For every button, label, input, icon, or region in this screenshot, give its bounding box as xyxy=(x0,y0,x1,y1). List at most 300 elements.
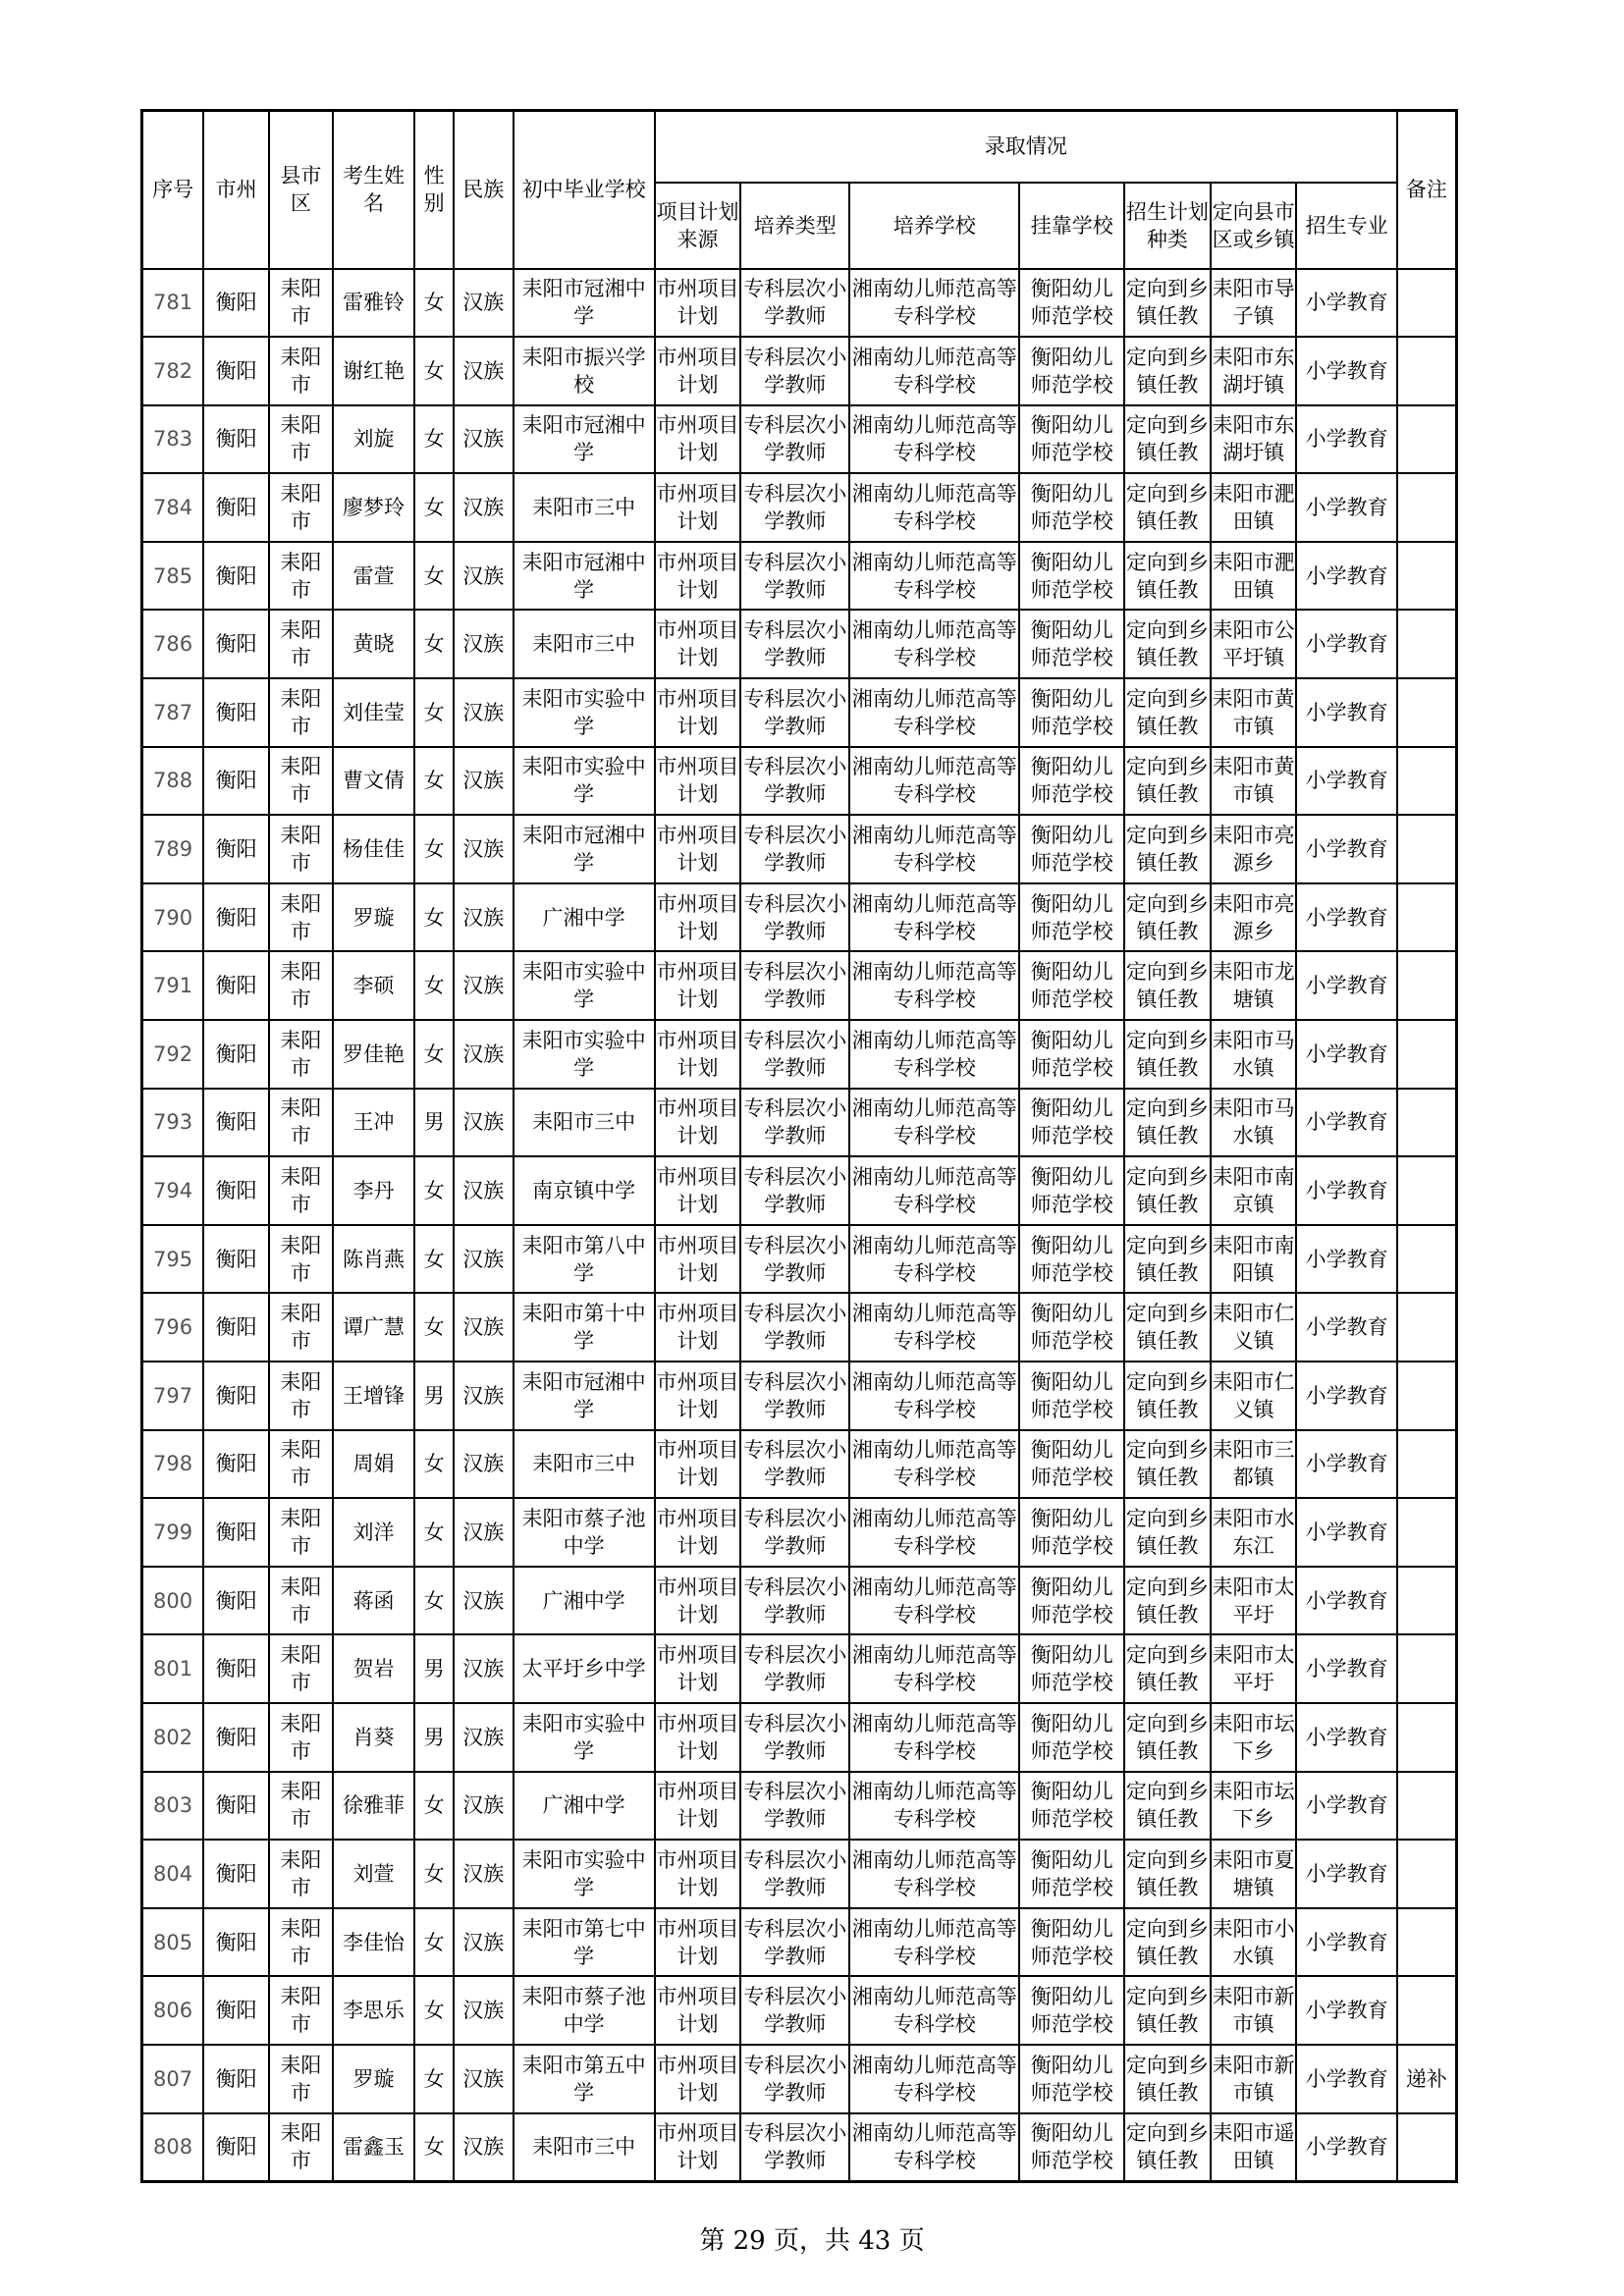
cell-text: 廖梦玲 xyxy=(343,496,406,520)
cell-train-type xyxy=(740,1430,849,1499)
table-row xyxy=(142,1908,1457,1977)
cell-remark xyxy=(1397,1089,1457,1157)
cell-text: 785 xyxy=(153,563,193,588)
table-row xyxy=(142,2113,1457,2182)
cell-gender xyxy=(414,1293,454,1362)
cell-text: 781 xyxy=(153,291,193,315)
cell-train-school xyxy=(849,1293,1019,1362)
cell-text: 汉族 xyxy=(462,632,505,657)
cell-text: 湘南幼儿师范高等专科学校 xyxy=(851,960,1017,1012)
cell-school xyxy=(514,1908,655,1977)
table-row xyxy=(142,405,1457,474)
cell-remark xyxy=(1397,1908,1457,1977)
cell-target-area xyxy=(1211,1293,1297,1362)
cell-plan-kind xyxy=(1124,405,1211,474)
cell-gender xyxy=(414,1225,454,1294)
table-row xyxy=(142,1567,1457,1635)
cell-text: 汉族 xyxy=(462,1041,505,1066)
cell-text: 女 xyxy=(423,563,445,588)
cell-school xyxy=(514,542,655,611)
cell-text: 专科层次小学教师 xyxy=(743,1711,847,1763)
cell-text: 衡阳 xyxy=(215,563,257,588)
cell-attached-school xyxy=(1019,1020,1124,1089)
cell-text: 市州项目计划 xyxy=(656,824,739,876)
cell-text: 耒阳市太平圩 xyxy=(1212,1643,1295,1695)
cell-city xyxy=(203,2045,269,2113)
cell-train-type xyxy=(740,1020,849,1089)
table-row xyxy=(142,1430,1457,1499)
cell-text: 女 xyxy=(423,974,445,998)
cell-text: 小学教育 xyxy=(1305,700,1388,724)
cell-seq xyxy=(142,951,204,1020)
cell-text: 专科层次小学教师 xyxy=(743,277,847,329)
cell-name xyxy=(333,610,415,678)
cell-train-type xyxy=(740,2045,849,2113)
cell-text: 衡阳 xyxy=(215,1247,257,1271)
cell-text: 786 xyxy=(153,632,193,657)
cell-plan-source xyxy=(655,1089,741,1157)
cell-major xyxy=(1296,1703,1396,1772)
cell-text: 801 xyxy=(153,1657,193,1682)
cell-city xyxy=(203,1089,269,1157)
cell-text: 王增锋 xyxy=(343,1383,406,1408)
cell-text: 汉族 xyxy=(462,1588,505,1613)
cell-text: 女 xyxy=(423,1861,445,1886)
cell-plan-source xyxy=(655,747,741,816)
cell-plan-kind xyxy=(1124,337,1211,405)
cell-seq xyxy=(142,1156,204,1225)
cell-city xyxy=(203,1225,269,1294)
cell-text: 衡阳 xyxy=(215,2135,257,2160)
cell-name xyxy=(333,678,415,747)
cell-text: 女 xyxy=(423,700,445,724)
cell-train-type xyxy=(740,405,849,474)
cell-text: 定向到乡镇任教 xyxy=(1125,1028,1209,1080)
cell-seq xyxy=(142,405,204,474)
cell-text: 湘南幼儿师范高等专科学校 xyxy=(851,1780,1017,1832)
cell-text: 定向到乡镇任教 xyxy=(1125,413,1209,465)
cell-text: 定向到乡镇任教 xyxy=(1125,550,1209,602)
cell-ethnicity xyxy=(454,1634,514,1703)
cell-plan-source xyxy=(655,951,741,1020)
cell-text: 汉族 xyxy=(462,1315,505,1340)
cell-train-school xyxy=(849,1225,1019,1294)
cell-remark xyxy=(1397,1430,1457,1499)
cell-city xyxy=(203,883,269,952)
cell-text: 衡阳 xyxy=(215,291,257,315)
cell-text: 市州项目计划 xyxy=(656,1985,739,2037)
cell-county xyxy=(269,1293,333,1362)
cell-text: 市州项目计划 xyxy=(656,1780,739,1832)
cell-text: 802 xyxy=(153,1725,193,1749)
cell-text: 784 xyxy=(153,496,193,520)
cell-text: 796 xyxy=(153,1315,193,1340)
cell-ethnicity xyxy=(454,1976,514,2045)
cell-county xyxy=(269,883,333,952)
cell-text: 女 xyxy=(423,427,445,452)
cell-text: 衡阳幼儿师范学校 xyxy=(1030,2053,1113,2105)
cell-text: 太平圩乡中学 xyxy=(521,1657,646,1682)
cell-attached-school xyxy=(1019,1225,1124,1294)
cell-seq xyxy=(142,1567,204,1635)
cell-county xyxy=(269,2045,333,2113)
cell-text: 小学教育 xyxy=(1305,2135,1388,2160)
cell-major xyxy=(1296,2045,1396,2113)
cell-text: 788 xyxy=(153,769,193,793)
cell-train-school xyxy=(849,1772,1019,1841)
cell-plan-kind xyxy=(1124,883,1211,952)
cell-text: 市州项目计划 xyxy=(656,2121,739,2173)
cell-attached-school xyxy=(1019,337,1124,405)
cell-text: 小学教育 xyxy=(1305,1041,1388,1066)
table-header xyxy=(142,111,1457,269)
cell-text: 李硕 xyxy=(352,974,395,998)
cell-school xyxy=(514,1840,655,1908)
cell-target-area xyxy=(1211,951,1297,1020)
cell-attached-school xyxy=(1019,1362,1124,1430)
cell-text: 定向到乡镇任教 xyxy=(1125,960,1209,1012)
cell-text: 市州项目计划 xyxy=(656,1506,739,1558)
cell-attached-school xyxy=(1019,815,1124,883)
cell-major xyxy=(1296,473,1396,542)
cell-gender xyxy=(414,951,454,1020)
cell-name xyxy=(333,1225,415,1294)
cell-ethnicity xyxy=(454,405,514,474)
cell-text: 定向到乡镇任教 xyxy=(1125,1302,1209,1354)
cell-text: 小学教育 xyxy=(1305,1588,1388,1613)
cell-school xyxy=(514,1634,655,1703)
cell-target-area xyxy=(1211,610,1297,678)
cell-county xyxy=(269,1908,333,1977)
table-row xyxy=(142,1498,1457,1567)
cell-text: 李佳怡 xyxy=(343,1930,406,1954)
cell-text: 衡阳幼儿师范学校 xyxy=(1030,2121,1113,2173)
cell-remark xyxy=(1397,1225,1457,1294)
cell-train-school xyxy=(849,542,1019,611)
cell-plan-kind xyxy=(1124,747,1211,816)
cell-text: 市州项目计划 xyxy=(656,1847,739,1899)
cell-attached-school xyxy=(1019,1840,1124,1908)
cell-text: 汉族 xyxy=(462,1930,505,1954)
cell-text: 耒阳市 xyxy=(280,1575,322,1627)
cell-target-area xyxy=(1211,1156,1297,1225)
cell-county xyxy=(269,678,333,747)
cell-plan-kind xyxy=(1124,610,1211,678)
cell-seq xyxy=(142,1089,204,1157)
cell-text: 衡阳 xyxy=(215,769,257,793)
cell-remark xyxy=(1397,1293,1457,1362)
header-gender: 性别 xyxy=(414,111,454,269)
cell-attached-school xyxy=(1019,1089,1124,1157)
cell-text: 衡阳 xyxy=(215,427,257,452)
cell-text: 小学教育 xyxy=(1305,905,1388,930)
cell-text: 小学教育 xyxy=(1305,1179,1388,1203)
cell-text: 湘南幼儿师范高等专科学校 xyxy=(851,891,1017,943)
cell-name xyxy=(333,269,415,338)
cell-county xyxy=(269,815,333,883)
cell-text: 湘南幼儿师范高等专科学校 xyxy=(851,1643,1017,1695)
cell-plan-kind xyxy=(1124,2113,1211,2182)
cell-text: 衡阳 xyxy=(215,700,257,724)
cell-text: 791 xyxy=(153,974,193,998)
cell-text: 专科层次小学教师 xyxy=(743,960,847,1012)
cell-text: 女 xyxy=(423,1179,445,1203)
cell-text: 女 xyxy=(423,1315,445,1340)
cell-school xyxy=(514,1498,655,1567)
cell-train-type xyxy=(740,678,849,747)
cell-text: 耒阳市马水镇 xyxy=(1212,1028,1295,1080)
cell-name xyxy=(333,1703,415,1772)
cell-attached-school xyxy=(1019,1634,1124,1703)
cell-major xyxy=(1296,1225,1396,1294)
cell-text: 市州项目计划 xyxy=(656,482,739,534)
cell-major xyxy=(1296,1634,1396,1703)
cell-plan-source xyxy=(655,1634,741,1703)
cell-gender xyxy=(414,1840,454,1908)
cell-ethnicity xyxy=(454,1156,514,1225)
cell-text: 耒阳市 xyxy=(280,1438,322,1490)
cell-county xyxy=(269,1772,333,1841)
cell-train-type xyxy=(740,1634,849,1703)
cell-text: 耒阳市三都镇 xyxy=(1212,1438,1295,1490)
cell-text: 汉族 xyxy=(462,2135,505,2160)
cell-text: 女 xyxy=(423,1588,445,1613)
cell-text: 湘南幼儿师范高等专科学校 xyxy=(851,1302,1017,1354)
cell-attached-school xyxy=(1019,1772,1124,1841)
cell-train-school xyxy=(849,269,1019,338)
cell-city xyxy=(203,610,269,678)
cell-text: 耒阳市 xyxy=(280,686,322,738)
cell-text: 耒阳市蔡子池中学 xyxy=(521,1506,646,1558)
cell-text: 湘南幼儿师范高等专科学校 xyxy=(851,2121,1017,2173)
cell-gender xyxy=(414,678,454,747)
cell-attached-school xyxy=(1019,1567,1124,1635)
cell-text: 衡阳 xyxy=(215,837,257,862)
cell-text: 汉族 xyxy=(462,837,505,862)
cell-school xyxy=(514,815,655,883)
cell-text: 湘南幼儿师范高等专科学校 xyxy=(851,1575,1017,1627)
cell-text: 耒阳市 xyxy=(280,2053,322,2105)
cell-plan-kind xyxy=(1124,1293,1211,1362)
cell-plan-source xyxy=(655,1225,741,1294)
cell-text: 黄晓 xyxy=(352,632,395,657)
cell-school xyxy=(514,610,655,678)
cell-text: 市州项目计划 xyxy=(656,1096,739,1148)
cell-text: 耒阳市 xyxy=(280,1233,322,1285)
table-row xyxy=(142,337,1457,405)
cell-text: 专科层次小学教师 xyxy=(743,1096,847,1148)
cell-text: 市州项目计划 xyxy=(656,1369,739,1421)
cell-seq xyxy=(142,337,204,405)
cell-attached-school xyxy=(1019,542,1124,611)
cell-text: 女 xyxy=(423,1930,445,1954)
cell-text: 专科层次小学教师 xyxy=(743,755,847,807)
table-row xyxy=(142,1362,1457,1430)
table-row xyxy=(142,610,1457,678)
table-row xyxy=(142,1156,1457,1225)
cell-train-school xyxy=(849,337,1019,405)
cell-text: 耒阳市仁义镇 xyxy=(1212,1302,1295,1354)
cell-text: 湘南幼儿师范高等专科学校 xyxy=(851,550,1017,602)
cell-ethnicity xyxy=(454,1225,514,1294)
cell-plan-source xyxy=(655,1020,741,1089)
cell-gender xyxy=(414,1567,454,1635)
cell-text: 广湘中学 xyxy=(542,905,625,930)
cell-plan-source xyxy=(655,1703,741,1772)
cell-text: 790 xyxy=(153,905,193,930)
cell-train-school xyxy=(849,2113,1019,2182)
cell-text: 定向到乡镇任教 xyxy=(1125,1506,1209,1558)
cell-target-area xyxy=(1211,678,1297,747)
cell-ethnicity xyxy=(454,1293,514,1362)
cell-train-school xyxy=(849,1703,1019,1772)
cell-ethnicity xyxy=(454,1908,514,1977)
cell-train-school xyxy=(849,405,1019,474)
cell-text: 定向到乡镇任教 xyxy=(1125,1233,1209,1285)
cell-major xyxy=(1296,678,1396,747)
cell-text: 衡阳幼儿师范学校 xyxy=(1030,1643,1113,1695)
cell-text: 湘南幼儿师范高等专科学校 xyxy=(851,1165,1017,1217)
cell-text: 罗璇 xyxy=(352,905,395,930)
admission-table xyxy=(140,109,1458,2183)
cell-gender xyxy=(414,269,454,338)
cell-train-school xyxy=(849,610,1019,678)
cell-train-type xyxy=(740,1567,849,1635)
cell-text: 专科层次小学教师 xyxy=(743,1028,847,1080)
cell-name xyxy=(333,1020,415,1089)
cell-plan-kind xyxy=(1124,473,1211,542)
cell-ethnicity xyxy=(454,2045,514,2113)
cell-plan-source xyxy=(655,473,741,542)
cell-ethnicity xyxy=(454,269,514,338)
cell-text: 耒阳市坛下乡 xyxy=(1212,1780,1295,1832)
cell-gender xyxy=(414,1772,454,1841)
cell-text: 湘南幼儿师范高等专科学校 xyxy=(851,413,1017,465)
cell-seq xyxy=(142,269,204,338)
cell-text: 女 xyxy=(423,769,445,793)
cell-school xyxy=(514,1020,655,1089)
cell-city xyxy=(203,1498,269,1567)
cell-major xyxy=(1296,883,1396,952)
table-row xyxy=(142,883,1457,952)
cell-major xyxy=(1296,1362,1396,1430)
cell-text: 男 xyxy=(423,1725,445,1749)
cell-text: 湘南幼儿师范高等专科学校 xyxy=(851,1233,1017,1285)
cell-text: 专科层次小学教师 xyxy=(743,482,847,534)
cell-text: 市州项目计划 xyxy=(656,277,739,329)
cell-school xyxy=(514,1089,655,1157)
table-row xyxy=(142,1225,1457,1294)
table-row xyxy=(142,473,1457,542)
table-row xyxy=(142,1703,1457,1772)
cell-text: 小学教育 xyxy=(1305,358,1388,383)
cell-ethnicity xyxy=(454,678,514,747)
cell-text: 小学教育 xyxy=(1305,1793,1388,1818)
cell-text: 小学教育 xyxy=(1305,1999,1388,2023)
header-train-school: 培养学校 xyxy=(849,183,1019,269)
cell-text: 衡阳幼儿师范学校 xyxy=(1030,1438,1113,1490)
table-row xyxy=(142,542,1457,611)
cell-text: 耒阳市 xyxy=(280,755,322,807)
cell-county xyxy=(269,473,333,542)
cell-remark xyxy=(1397,1567,1457,1635)
cell-text: 专科层次小学教师 xyxy=(743,1985,847,2037)
cell-target-area xyxy=(1211,1089,1297,1157)
cell-target-area xyxy=(1211,542,1297,611)
cell-text: 湘南幼儿师范高等专科学校 xyxy=(851,1985,1017,2037)
cell-text: 刘萱 xyxy=(352,1861,395,1886)
cell-text: 汉族 xyxy=(462,1725,505,1749)
cell-ethnicity xyxy=(454,1703,514,1772)
cell-text: 耒阳市 xyxy=(280,1985,322,2037)
cell-text: 衡阳 xyxy=(215,974,257,998)
cell-text: 女 xyxy=(423,496,445,520)
cell-county xyxy=(269,1567,333,1635)
cell-text: 男 xyxy=(423,1110,445,1135)
cell-text: 耒阳市 xyxy=(280,824,322,876)
cell-text: 李丹 xyxy=(352,1179,395,1203)
cell-text: 耒阳市 xyxy=(280,891,322,943)
cell-text: 耒阳市冠湘中学 xyxy=(521,277,646,329)
cell-remark xyxy=(1397,473,1457,542)
header-city: 市州 xyxy=(203,111,269,269)
cell-county xyxy=(269,747,333,816)
cell-train-school xyxy=(849,1567,1019,1635)
cell-target-area xyxy=(1211,269,1297,338)
cell-train-type xyxy=(740,951,849,1020)
cell-text: 汉族 xyxy=(462,2066,505,2091)
cell-text: 雷鑫玉 xyxy=(343,2135,406,2160)
cell-attached-school xyxy=(1019,1430,1124,1499)
cell-text: 陈肖燕 xyxy=(343,1247,406,1271)
cell-seq xyxy=(142,1772,204,1841)
cell-city xyxy=(203,542,269,611)
header-name: 考生姓名 xyxy=(333,111,415,269)
cell-major xyxy=(1296,610,1396,678)
cell-remark xyxy=(1397,1703,1457,1772)
cell-county xyxy=(269,1020,333,1089)
cell-text: 肖葵 xyxy=(352,1725,395,1749)
cell-text: 衡阳 xyxy=(215,1588,257,1613)
cell-city xyxy=(203,1772,269,1841)
cell-text: 耒阳市黄市镇 xyxy=(1212,755,1295,807)
cell-city xyxy=(203,1430,269,1499)
cell-text: 787 xyxy=(153,700,193,724)
cell-text: 衡阳 xyxy=(215,358,257,383)
cell-text: 衡阳幼儿师范学校 xyxy=(1030,1575,1113,1627)
cell-text: 789 xyxy=(153,837,193,862)
cell-ethnicity xyxy=(454,1089,514,1157)
cell-text: 小学教育 xyxy=(1305,769,1388,793)
cell-train-school xyxy=(849,1089,1019,1157)
cell-text: 耒阳市三中 xyxy=(532,2135,636,2160)
cell-remark xyxy=(1397,1840,1457,1908)
cell-text: 湘南幼儿师范高等专科学校 xyxy=(851,1369,1017,1421)
cell-text: 783 xyxy=(153,427,193,452)
cell-text: 耒阳市东湖圩镇 xyxy=(1212,345,1295,397)
cell-school xyxy=(514,337,655,405)
cell-text: 耒阳市 xyxy=(280,1847,322,1899)
cell-attached-school xyxy=(1019,1498,1124,1567)
cell-train-type xyxy=(740,883,849,952)
cell-text: 衡阳 xyxy=(215,1861,257,1886)
cell-text: 耒阳市新市镇 xyxy=(1212,2053,1295,2105)
cell-text: 耒阳市 xyxy=(280,1096,322,1148)
cell-ethnicity xyxy=(454,951,514,1020)
cell-text: 衡阳 xyxy=(215,1520,257,1544)
cell-text: 耒阳市新市镇 xyxy=(1212,1985,1295,2037)
cell-text: 男 xyxy=(423,1383,445,1408)
